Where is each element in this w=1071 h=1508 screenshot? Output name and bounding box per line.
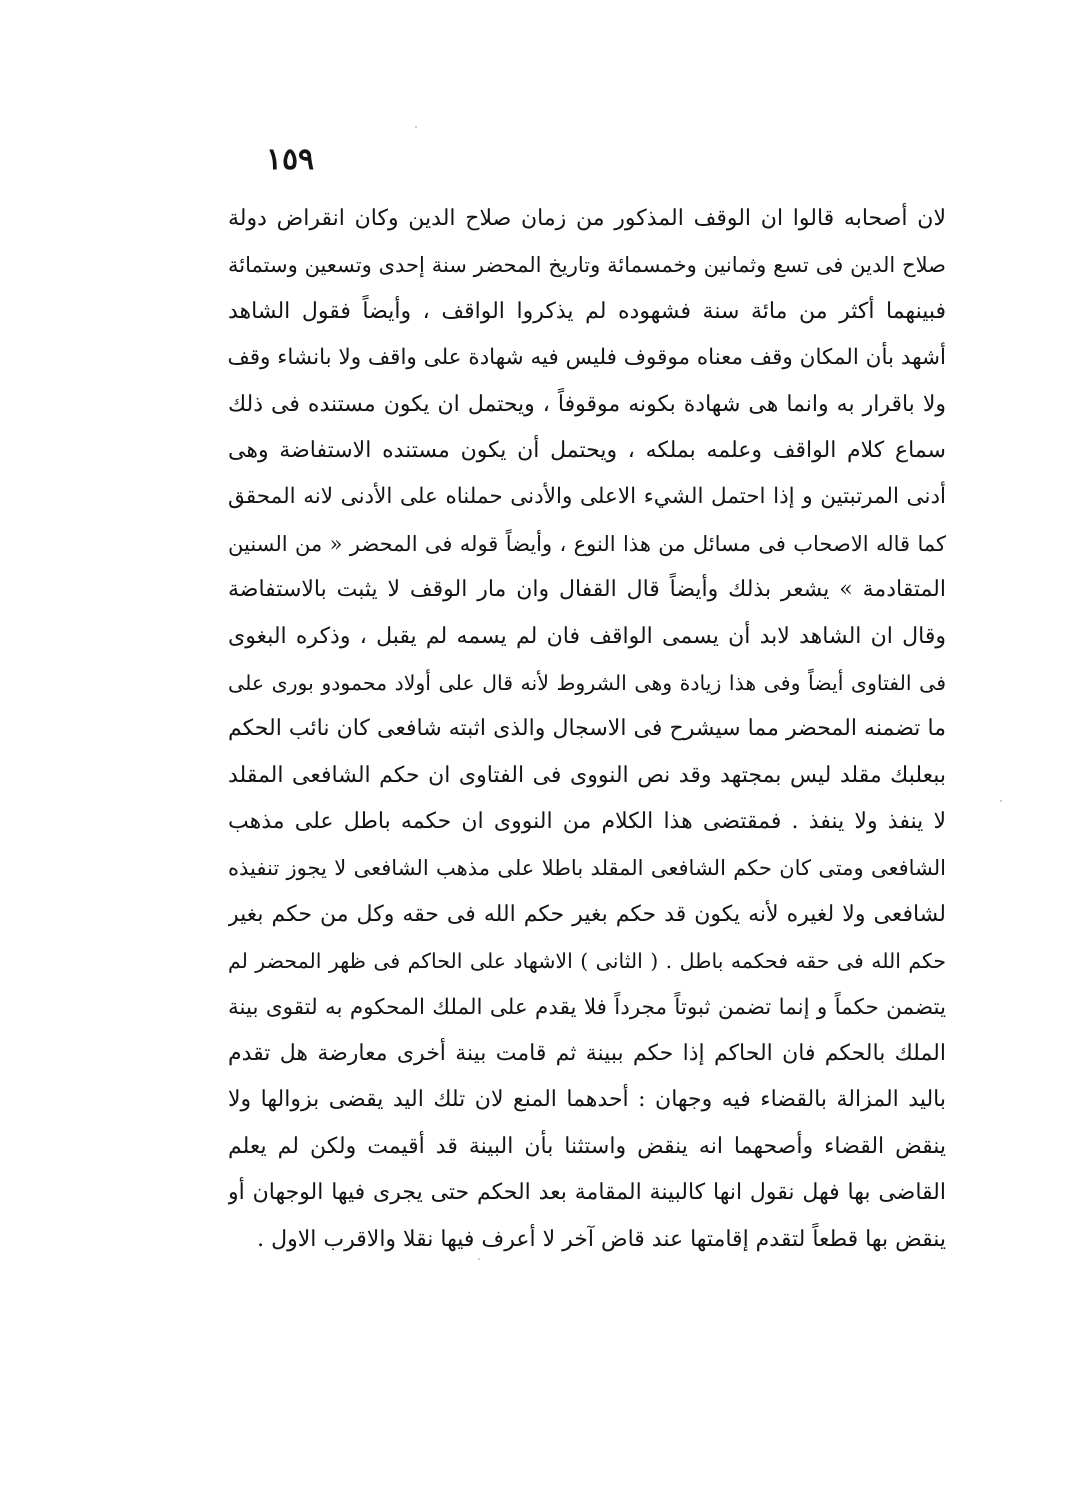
text-line: صلاح الدين فى تسع وثمانين وخمسمائة وتاريخ المحضر سنة إحدى وتسعين وستمائة [228,253,946,278]
text-line: أدنى المرتبتين و إذا احتمل الشيء الاعلى والأدنى حملناه على الأدنى لانه المحقق [228,484,946,510]
text-line: المتقادمة » يشعر بذلك وأيضاً قال القفال وان مار الوقف لا يثبت بالاستفاضة [228,577,946,603]
text-line: باليد المزالة بالقضاء فيه وجهان : أحدهما المنع لان تلك اليد يقضى بزوالها ولا [228,1087,946,1113]
text-line: لا ينفذ ولا ينفذ . فمقتضى هذا الكلام من النووى ان حكمه باطل على مذهب [228,809,946,835]
text-line: فى الفتاوى أيضاً وفى هذا زيادة وهى الشروط لأنه قال على أولاد محمودو بورى على [228,670,946,695]
text-line: ينقض بها قطعاً لتقدم إقامتها عند قاض آخر لا أعرف فيها نقلا والاقرب الاول . [257,1226,946,1252]
page-number: ١٥٩ [265,142,315,177]
text-line: لان أصحابه قالوا ان الوقف المذكور من زمان صلاح الدين وكان انقراض دولة [228,206,946,231]
text-line: الملك بالحكم فان الحاكم إذا حكم ببينة ثم قامت بينة أخرى معارضة هل تقدم [228,1041,946,1067]
text-line: الشافعى ومتى كان حكم الشافعى المقلد باطلا على مذهب الشافعى لا يجوز تنفيذه [228,856,946,881]
text-line: ببعلبك مقلد ليس بمجتهد وقد نص النووى فى الفتاوى ان حكم الشافعى المقلد [228,762,946,788]
text-line: وقال ان الشاهد لابد أن يسمى الواقف فان لم يسمه لم يقبل ، وذكره البغوى [228,623,946,649]
body-text [228,196,946,1263]
text-line: فبينهما أكثر من مائة سنة فشهوده لم يذكروا الواقف ، وأيضاً فقول الشاهد [228,298,946,324]
text-line: كما قاله الاصحاب فى مسائل من هذا النوع ، وأيضاً قوله فى المحضر « من السنين [228,531,946,556]
text-line: لشافعى ولا لغيره لأنه يكون قد حكم بغير حكم الله فى حقه وكل من حكم بغير [228,901,946,927]
text-line: يتضمن حكماً و إنما تضمن ثبوتاً مجرداً فلا يقدم على الملك المحكوم به لتقوى بينة [228,994,946,1020]
text-line: سماع كلام الواقف وعلمه بملكه ، ويحتمل أن يكون مستنده الاستفاضة وهى [228,437,946,463]
text-line: ما تضمنه المحضر مما سيشرح فى الاسجال والذى اثبته شافعى كان نائب الحكم [228,716,946,742]
text-line: أشهد بأن المكان وقف معناه موقوف فليس فيه شهادة على واقف ولا بانشاء وقف [228,345,946,371]
scan-speck [1000,800,1002,802]
scan-speck [478,1258,480,1260]
text-line: ينقض القضاء وأصحهما انه ينقض واستثنا بأن البينة قد أقيمت ولكن لم يعلم [228,1133,946,1159]
text-line: القاضى بها فهل نقول انها كالبينة المقامة بعد الحكم حتى يجرى فيها الوجهان أو [228,1180,946,1206]
text-line: حكم الله فى حقه فحكمه باطل . ( الثانى ) الاشهاد على الحاكم فى ظهر المحضر لم [228,949,946,974]
text-line: ولا باقرار به وانما هى شهادة بكونه موقوفاً ، ويحتمل ان يكون مستنده فى ذلك [228,391,946,417]
scan-speck [415,126,417,128]
